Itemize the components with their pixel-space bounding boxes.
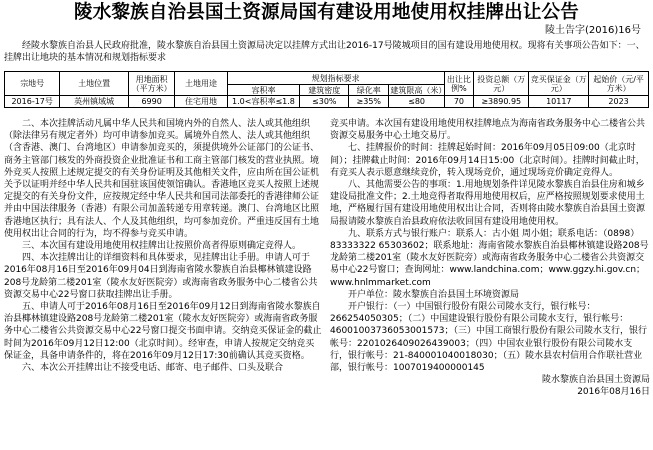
page-title: 陵水黎族自治县国土资源局国有建设用地使用权挂牌出让公告 bbox=[74, 2, 579, 23]
header-invest: 投资总额（万元） bbox=[474, 72, 529, 96]
cell-height: ≤80 bbox=[389, 96, 444, 108]
paragraph-application: 五、申请人可于2016年08月16日至2016年09月12日到海南省陵水黎族自治县椰林镇建设路208号龙龄第二楼201室（陵水友好医院旁）或海南省政务服务中心二楼省公共资源交易中心22号窗口提交书面申请。交纳竞买保证金的截止时间为2016年09月12日12:00（北京时间）。经审查，申请人按规定交纳竞买保证金，具备申请条件的，将在2016年09月12日17:30前确认其竞买资格。 bbox=[4, 302, 322, 361]
signature-date: 2016年08月16日 bbox=[577, 387, 650, 398]
paragraph-eligibility: 二、本次挂牌活动凡属中华人民共和国境内外的自然人、法人或其他组织（除法律另有规定者外）均可申请参加竞买。属境外自然人、法人或其他组织（含香港、澳门、台湾地区）申请参加竞买的，须提供境外公证部门的公证书、商务主管部门核发的外商投资企业批准证书和工商主管部门核发的营业执照。境外竞买人按照上述规定提交的有关身份证明及其他相关文件，应由所在国公证机关予以证明并经中华人民共和国驻该国使领馆确认。香港地区竞买人按照上述规定提交的有关身份文件，应按规定经中华人民共和国司法部委托的香港律师公证并由中国法律服务（香港）有限公司加盖转递专用章转递。澳门、台湾地区比照香港地区执行；具有法人、个人及其他组织，均可参加竞价。严重违反国有土地使用权出让合同的行为，均不得参与竞买申请。 bbox=[4, 119, 320, 239]
cell-far: 1.0<容积率≤1.8 bbox=[227, 96, 300, 108]
header-location: 土地位置 bbox=[60, 72, 128, 96]
paragraph-restrictions: 六、本次公开挂牌出让不接受电话、邮寄、电子邮件、口头及联合 bbox=[22, 363, 284, 374]
paragraph-location: 竞买申请。本次国有建设用地使用权挂牌地点为海南省政务服务中心二楼省公共资源交易服务中心土地交易厅。 bbox=[330, 119, 646, 142]
header-height: 建筑限高（米） bbox=[390, 85, 447, 95]
land-info-table bbox=[4, 71, 649, 108]
cell-green: ≥35% bbox=[349, 96, 389, 108]
cell-density: ≤30% bbox=[300, 96, 349, 108]
header-ratio: 出让比例% bbox=[444, 72, 473, 96]
cell-ratio: 70 bbox=[444, 96, 473, 108]
paragraph-bank-accounts: 开户银行：（一）中国银行股份有限公司陵水支行，银行帐号：266254050305；（二）中国建设银行股份有限公司陵水支行，银行帐号：46001003736053001573；（三）中国工商银行股份有限公司陵水支行，银行帐号：2201026409026439003；（四）中国农业银行股份有限公司陵水支行，银行帐号：21-840001040018030；（五）陵水县农村信用合作联社营业部，银行帐号：1007019400000145 bbox=[330, 302, 648, 374]
paragraph-principle: 三、本次国有建设用地使用权挂牌出让按照价高者得原则确定竞得人。 bbox=[22, 241, 302, 252]
header-area: 用地面积（平方米） bbox=[128, 72, 175, 96]
header-use: 土地用途 bbox=[175, 72, 227, 96]
cell-area: 6990 bbox=[128, 96, 175, 108]
right-column bbox=[330, 118, 650, 399]
cell-bid-deposit: 10117 bbox=[529, 96, 589, 108]
table-row bbox=[5, 96, 649, 108]
paragraph-contact: 九、联系方式与银行账户：联系人：古小姐 周小姐；联系电话：（0898）83333322 65303602；联系地址：海南省陵水黎族自治县椰林镇建设路208号龙龄第二楼201室（陵水友好医院旁）或海南省政务服务中心二楼省公共资源交易中心22号窗口；查询网址：www.landchina.com；www.ggzy.hi.gov.cn；www.hnlmmarket.com bbox=[330, 228, 649, 288]
paragraph-other: 八、其他需要公告的事项：1.用地规划条件详见陵水黎族自治县住房和城乡建设局批准文件；2.土地竞得者取得用地使用权后，应严格按照规划要求使用土地，严格履行国有建设用地使用权出让合同，否则将由陵水黎族自治县国土资源局报请陵水黎族自治县政府依法收回国有建设用地使用权。 bbox=[330, 180, 646, 227]
cell-no: 2016-17号 bbox=[5, 96, 60, 108]
header-green: 绿化率 bbox=[349, 85, 389, 96]
header-far: 容积率 bbox=[227, 85, 300, 96]
cell-use: 住宅用地 bbox=[175, 96, 227, 108]
paragraph-schedule: 七、挂牌报价的时间：挂牌起始时间：2016年09月05日09:00（北京时间）；挂牌截止时间：2016年09月14日15:00（北京时间）。挂牌时间截止时，有竞买人表示愿意继续竞价，转入现场竞价，通过现场竞价确定竞得人。 bbox=[330, 143, 645, 178]
header-bid-deposit: 竞买保证金（万元） bbox=[529, 72, 589, 96]
signature-org: 陵水黎族自治县国土资源局 bbox=[541, 375, 650, 386]
header-start-price: 起始价（元/平方米） bbox=[589, 72, 649, 96]
cell-invest: ≥3890.95 bbox=[474, 96, 529, 108]
cell-location: 英州镇域城 bbox=[60, 96, 128, 108]
left-column bbox=[4, 118, 322, 374]
intro-paragraph: 经陵水黎族自治县人民政府批准，陵水黎族自治县国土资源局决定以挂牌方式出让2016-17号陵城项目的国有建设用地使用权。现将有关事项公告如下：一、挂牌出让地块的基本情况和规划指标要求 bbox=[4, 41, 645, 63]
paragraph-documents: 四、本次挂牌出让的详细资料和具体要求，见挂牌出让手册。申请人可于2016年08月16日至2016年09月04日到海南省陵水黎族自治县椰林镇建设路208号龙龄第二楼201室（陵水友好医院旁）或海南省政务服务中心二楼省公共资源交易中心22号窗口获取挂牌出让手册。 bbox=[4, 253, 318, 300]
cell-start-price: 2023 bbox=[589, 96, 649, 108]
header-density: 建筑密度 bbox=[300, 85, 349, 96]
header-no: 宗地号 bbox=[5, 72, 60, 96]
paragraph-account-holder: 开户单位：陵水黎族自治县国土环境资源局 bbox=[348, 289, 520, 300]
header-plan: 规划指标要求 bbox=[227, 72, 444, 85]
document-number: 陵土告字(2016)16号 bbox=[545, 25, 641, 36]
